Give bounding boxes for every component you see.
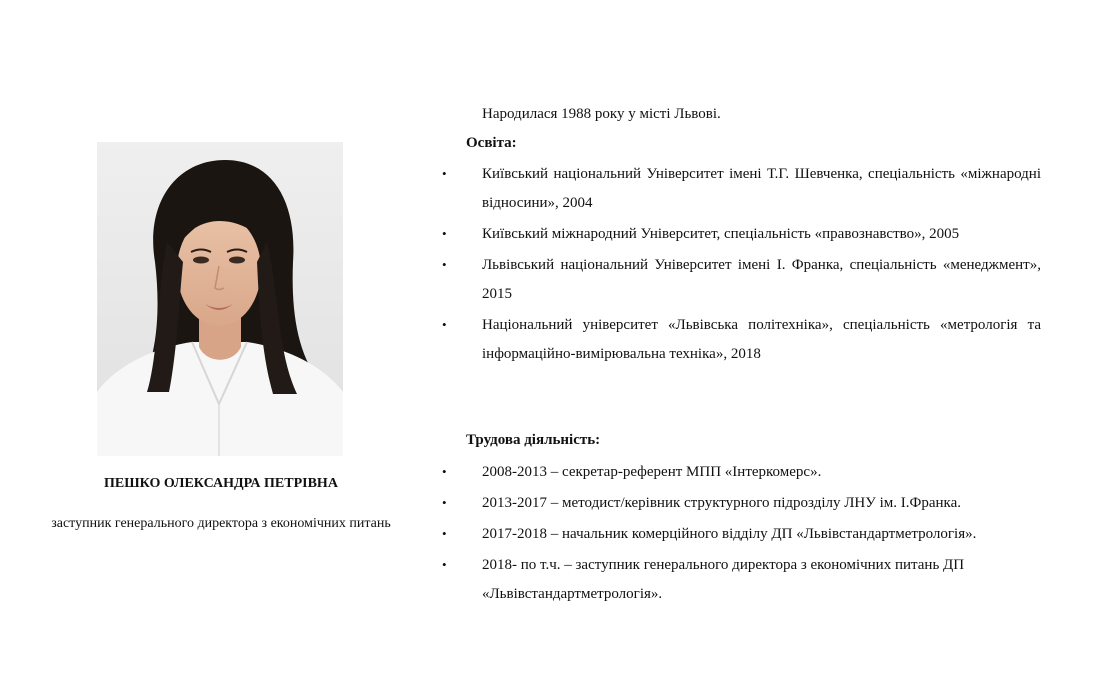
bullet: • xyxy=(442,464,447,479)
person-position: заступник генерального директора з економічних питань xyxy=(51,516,391,531)
bullet: • xyxy=(442,526,447,541)
bullet: • xyxy=(442,317,447,332)
portrait-image xyxy=(97,142,343,456)
list-item-text: Львівський національний Університет імені І. Франка, спеціальність «менеджмент», 2015 xyxy=(482,257,1041,302)
list-item-text: 2008-2013 – секретар-референт МПП «Інтеркомерс». xyxy=(482,464,822,480)
birth-info: Народилася 1988 року у місті Львові. xyxy=(482,106,721,122)
list-item-text: Київський міжнародний Університет, спеціальність «правознавство», 2005 xyxy=(482,226,960,242)
education-heading: Освіта: xyxy=(466,135,517,151)
bullet: • xyxy=(442,257,447,272)
bullet: • xyxy=(442,495,447,510)
bullet: • xyxy=(442,226,447,241)
list-item-text: Національний університет «Львівська політехніка», спеціальність «метрологія та інформаційно-вимірювальна техніка», 2018 xyxy=(482,317,1041,362)
bullet: • xyxy=(442,166,447,181)
list-item-text: Київський національний Університет імені Т.Г. Шевченка, спеціальність «міжнародні відносини», 2004 xyxy=(482,166,1041,211)
list-item-text: 2018- по т.ч. – заступник генерального директора з економічних питань ДП «Львівстандартметрологія». xyxy=(482,557,965,602)
list-item-text: 2017-2018 – начальник комерційного відділу ДП «Львівстандартметрологія». xyxy=(482,526,977,542)
bullet: • xyxy=(442,557,447,572)
photo xyxy=(97,142,343,456)
list-item-text: 2013-2017 – методист/керівник структурного підрозділу ЛНУ ім. І.Франка. xyxy=(482,495,962,511)
person-name: ПЕШКО ОЛЕКСАНДРА ПЕТРІВНА xyxy=(104,476,338,491)
work-heading: Трудова діяльність: xyxy=(466,432,601,448)
